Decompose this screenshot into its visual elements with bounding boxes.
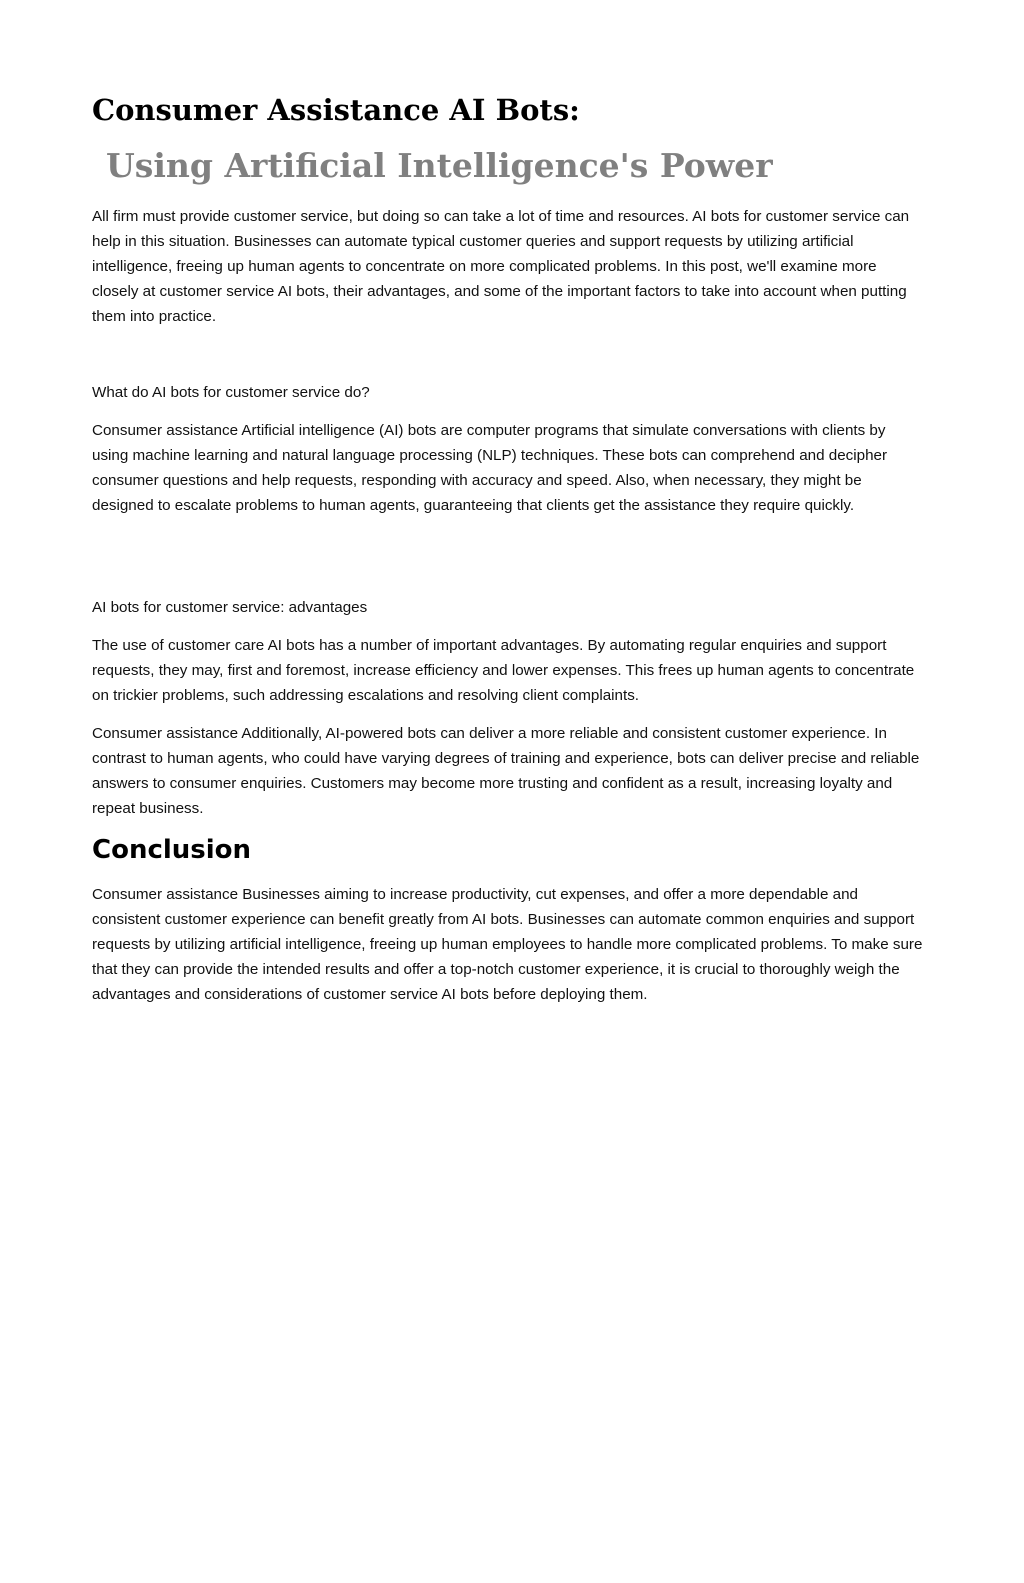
section-heading-what: What do AI bots for customer service do? [92,384,370,401]
document-subtitle: Using Artificial Intelligence's Power [106,146,773,185]
section-paragraph-advantages-2: Consumer assistance Additionally, AI-powered bots can deliver a more reliable and consistent customer experience. In contrast to human agents, who could have varying degrees of training and experience, bots can deliver precise and reliable answers to consumer enquiries. Customers may become more trusting and confident as a result, increasing loyalty and repeat business. [92,725,920,818]
section-heading-advantages: AI bots for customer service: advantages [92,599,368,616]
document-title: Consumer Assistance AI Bots: [92,93,580,127]
intro-paragraph: All firm must provide customer service, but doing so can take a lot of time and resources. AI bots for customer service can help in this situation. Businesses can automate typical customer queries and support requests by utilizing artificial intelligence, freeing up human agents to concentrate on more complicated problems. In this post, we'll examine more closely at customer service AI bots, their advantages, and some of the important factors to take into account when putting them into practice. [92,208,910,326]
section-paragraph-what: Consumer assistance Artificial intelligence (AI) bots are computer programs that simulate conversations with clients by using machine learning and natural language processing (NLP) techniques. These bots can comprehend and decipher consumer questions and help requests, responding with accuracy and speed. Also, when necessary, they might be designed to escalate problems to human agents, guaranteeing that clients get the assistance they require quickly. [92,422,888,515]
section-heading-conclusion: Conclusion [92,835,252,865]
section-paragraph-advantages-1: The use of customer care AI bots has a number of important advantages. By automating regular enquiries and support requests, they may, first and foremost, increase efficiency and lower expenses. This frees up human agents to concentrate on trickier problems, such addressing escalations and resolving client complaints. [92,637,915,705]
section-paragraph-conclusion: Consumer assistance Businesses aiming to increase productivity, cut expenses, and offer a more dependable and consistent customer experience can benefit greatly from AI bots. Businesses can automate common enquiries and support requests by utilizing artificial intelligence, freeing up human employees to handle more complicated problems. To make sure that they can provide the intended results and offer a top-notch customer experience, it is crucial to thoroughly weigh the advantages and considerations of customer service AI bots before deploying them. [92,886,923,1004]
